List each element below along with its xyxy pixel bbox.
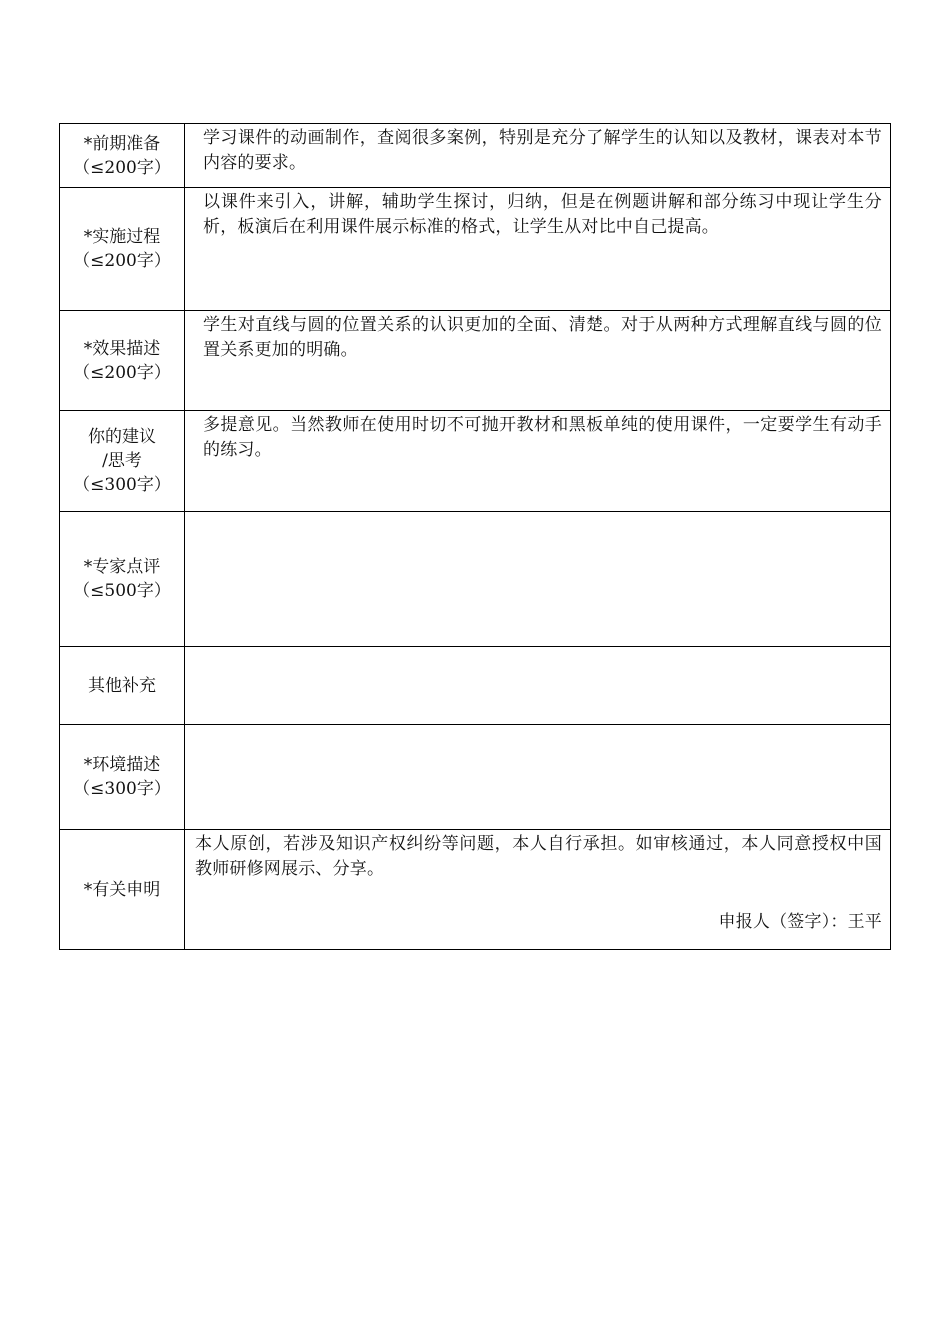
table-row-other bbox=[60, 647, 891, 725]
content-implementation: 以课件来引入，讲解，辅助学生探讨，归纳，但是在例题讲解和部分练习中现让学生分析，板演后在利用课件展示标准的格式，让学生从对比中自己提高。 bbox=[185, 188, 891, 311]
label-limit: （≤300字） bbox=[73, 475, 171, 495]
signature-line: 申报人（签字）：王平 bbox=[718, 912, 882, 932]
label-declaration bbox=[60, 830, 185, 950]
label-text-2: /思考 bbox=[102, 451, 142, 471]
table-row-suggestion bbox=[60, 411, 891, 512]
label-limit: （≤500字） bbox=[73, 581, 171, 601]
label-limit: （≤200字） bbox=[73, 251, 171, 271]
label-preparation bbox=[60, 124, 185, 188]
label-text: *前期准备 bbox=[83, 133, 161, 154]
content-environment bbox=[185, 725, 891, 830]
label-text: 其他补充 bbox=[88, 675, 156, 696]
content-other bbox=[185, 647, 891, 725]
label-limit: （≤300字） bbox=[73, 779, 171, 799]
table-row-declaration bbox=[60, 830, 891, 950]
label-text: 你的建议 bbox=[88, 427, 156, 447]
content-expert-review bbox=[185, 512, 891, 647]
label-text: *有关申明 bbox=[83, 879, 161, 900]
label-text: *效果描述 bbox=[83, 338, 161, 359]
table-row-expert-review bbox=[60, 512, 891, 647]
content-declaration bbox=[185, 830, 891, 950]
content-preparation: 学习课件的动画制作，查阅很多案例，特别是充分了解学生的认知以及教材，课表对本节内容的要求。 bbox=[185, 124, 891, 188]
label-other bbox=[60, 647, 185, 725]
label-text: *环境描述 bbox=[83, 755, 161, 775]
label-limit: （≤200字） bbox=[73, 362, 171, 383]
table-row-preparation bbox=[60, 124, 891, 188]
declaration-text: 本人原创，若涉及知识产权纠纷等问题，本人自行承担。如审核通过，本人同意授权中国教师研修网展示、分享。 bbox=[195, 834, 882, 879]
table-row-implementation bbox=[60, 188, 891, 311]
application-form-table bbox=[59, 123, 891, 950]
label-expert-review bbox=[60, 512, 185, 647]
content-effect: 学生对直线与圆的位置关系的认识更加的全面、清楚。对于从两种方式理解直线与圆的位置关系更加的明确。 bbox=[185, 311, 891, 411]
table-row-effect bbox=[60, 311, 891, 411]
label-limit: （≤200字） bbox=[73, 157, 171, 178]
table-row-environment bbox=[60, 725, 891, 830]
label-text: *专家点评 bbox=[83, 557, 161, 577]
content-suggestion: 多提意见。当然教师在使用时切不可抛开教材和黑板单纯的使用课件，一定要学生有动手的练习。 bbox=[185, 411, 891, 512]
label-implementation bbox=[60, 188, 185, 311]
label-suggestion bbox=[60, 411, 185, 512]
label-effect bbox=[60, 311, 185, 411]
label-environment bbox=[60, 725, 185, 830]
label-text: *实施过程 bbox=[83, 227, 161, 247]
